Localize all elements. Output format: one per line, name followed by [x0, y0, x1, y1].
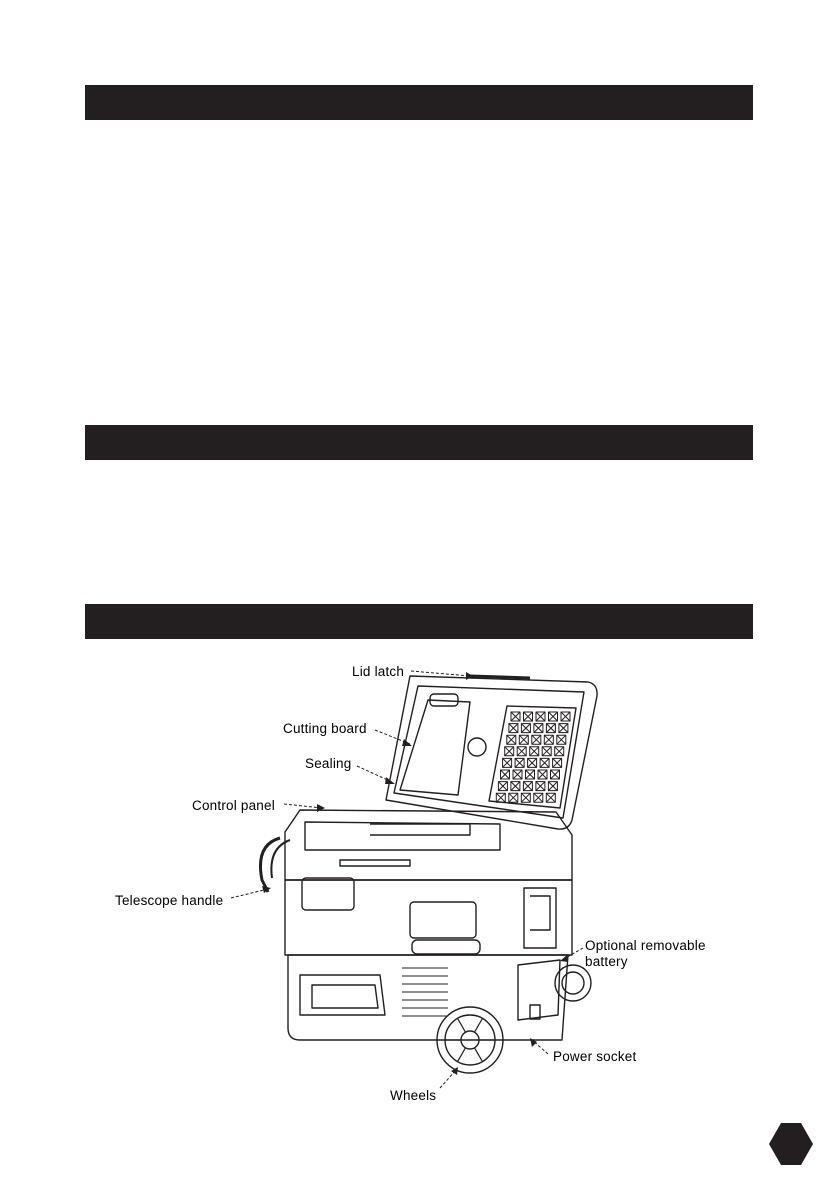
label-cutting-board: Cutting board [283, 721, 367, 736]
label-telescope-handle: Telescope handle [115, 893, 224, 908]
label-power-socket: Power socket [553, 1049, 637, 1064]
page-badge-hexagon-icon [767, 1120, 815, 1168]
label-sealing: Sealing [305, 756, 352, 771]
label-wheels: Wheels [390, 1088, 437, 1103]
label-lid-latch: Lid latch [352, 664, 405, 679]
label-control-panel: Control panel [192, 798, 275, 813]
label-optional-battery-line2: battery [585, 954, 628, 969]
label-optional-battery-line1: Optional removable [585, 938, 706, 953]
